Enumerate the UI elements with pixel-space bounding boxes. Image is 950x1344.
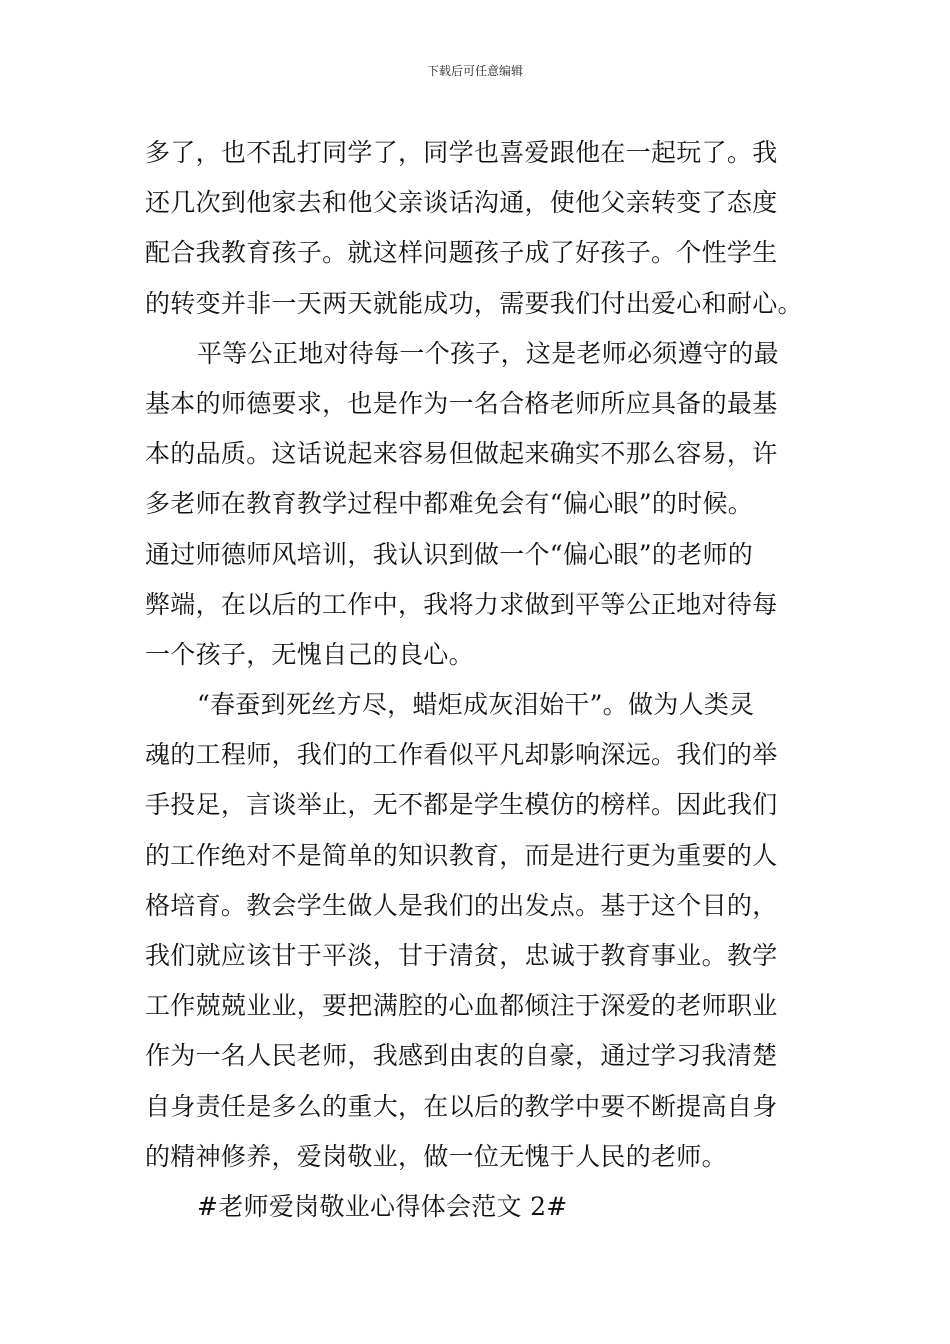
text-line: 工作兢兢业业，要把满腔的心血都倾注于深爱的老师职业	[145, 991, 778, 1021]
text-line: 基本的师德要求，也是作为一名合格老师所应具备的最基	[145, 388, 778, 418]
document-body	[145, 128, 807, 1232]
text-line: 配合我教育孩子。就这样问题孩子成了好孩子。个性学生	[145, 238, 778, 268]
text-line: 本的品质。这话说起来容易但做起来确实不那么容易，许	[145, 439, 778, 469]
text-line: 魂的工程师，我们的工作看似平凡却影响深远。我们的举	[145, 740, 778, 770]
text-line: 格培育。教会学生做人是我们的出发点。基于这个目的，	[145, 890, 778, 920]
paragraph-first-line: 平等公正地对待每一个孩子，这是老师必须遵守的最	[197, 338, 779, 368]
page-header: 下载后可任意编辑	[426, 64, 523, 78]
text-line: 我们就应该甘于平淡，甘于清贫，忠诚于教育事业。教学	[145, 941, 778, 970]
text-line: 的工作绝对不是简单的知识教育，而是进行更为重要的人	[145, 840, 778, 870]
text-line: 多了，也不乱打同学了，同学也喜爱跟他在一起玩了。我	[145, 138, 778, 167]
text-line: 作为一名人民老师，我感到由衷的自豪，通过学习我清楚	[145, 1041, 778, 1071]
text-line: 弊端，在以后的工作中，我将力求做到平等公正地对待每	[145, 589, 778, 619]
text-line: 通过师德师风培训，我认识到做一个“偏心眼”的老师的	[145, 539, 754, 569]
paragraph-first-line: “春蚕到死丝方尽，蜡炬成灰泪始干”。做为人类灵	[197, 690, 755, 720]
text-line: 还几次到他家去和他父亲谈话沟通，使他父亲转变了态度	[145, 188, 778, 218]
text-line: 的精神修养，爱岗敬业，做一位无愧于人民的老师。	[145, 1141, 727, 1171]
section-heading: #老师爱岗敬业心得体会范文 2#	[197, 1191, 568, 1221]
text-line: 多老师在教育教学过程中都难免会有“偏心眼”的时候。	[145, 489, 754, 519]
text-line: 的转变并非一天两天就能成功，需要我们付出爱心和耐心。	[145, 288, 803, 318]
text-line: 自身责任是多么的重大，在以后的教学中要不断提高自身	[145, 1091, 778, 1121]
text-line: 手投足，言谈举止，无不都是学生模仿的榜样。因此我们	[145, 790, 778, 820]
text-line: 一个孩子，无愧自己的良心。	[145, 639, 474, 669]
